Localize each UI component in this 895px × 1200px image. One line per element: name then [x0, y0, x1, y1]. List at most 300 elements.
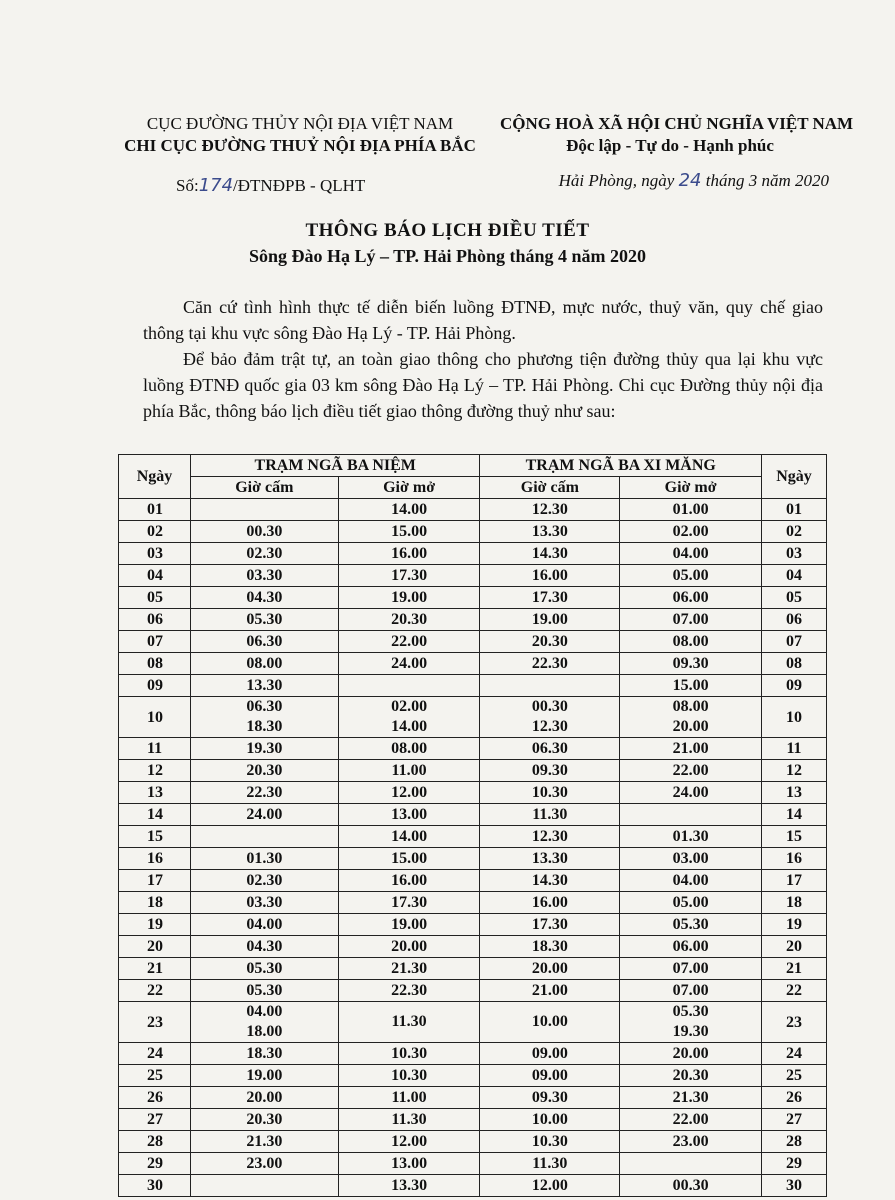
table-row — [119, 587, 827, 609]
time-value: 20.00 — [531, 959, 568, 977]
time-value: 24.00 — [391, 654, 428, 672]
number-prefix: Số: — [176, 176, 199, 195]
ximang-closed-cell — [480, 870, 620, 892]
time-value: 13.30 — [531, 522, 568, 540]
time-value: 20.00 — [246, 1088, 283, 1106]
time-value: 11.00 — [391, 761, 427, 779]
table-row — [119, 914, 827, 936]
header-closed-ximang: Giờ cấm — [480, 477, 620, 499]
niem-open-cell — [338, 892, 480, 914]
time-value: 05.00 — [672, 566, 709, 584]
date-prefix: Hải Phòng, ngày — [558, 171, 675, 190]
day-cell: 30 — [119, 1175, 191, 1197]
table-row — [119, 1131, 827, 1153]
niem-open-cell — [338, 587, 480, 609]
day-cell: 16 — [119, 848, 191, 870]
ximang-open-cell — [620, 958, 762, 980]
time-value: 21.30 — [672, 1088, 709, 1106]
day-cell-right: 26 — [762, 1087, 827, 1109]
time-value: 17.30 — [391, 566, 428, 584]
time-value: 16.00 — [531, 893, 568, 911]
table-row — [119, 543, 827, 565]
time-value: 20.30 — [531, 632, 568, 650]
header-station-ximang: TRẠM NGÃ BA XI MĂNG — [480, 455, 762, 477]
day-cell: 09 — [119, 675, 191, 697]
ximang-open-cell — [620, 1065, 762, 1087]
ximang-closed-cell — [480, 543, 620, 565]
time-value: 13.30 — [531, 849, 568, 867]
day-cell-right: 27 — [762, 1109, 827, 1131]
niem-open-cell — [338, 848, 480, 870]
header-closed-niem: Giờ cấm — [190, 477, 338, 499]
paragraph-basis: Căn cứ tình hình thực tế diễn biến luồng ĐTNĐ, mực nước, thuỷ văn, quy chế giao thông tại khu vực sông Đào Hạ Lý - TP. Hải Phòng. — [143, 297, 823, 343]
niem-closed-cell — [190, 1175, 338, 1197]
niem-open-cell — [338, 1087, 480, 1109]
time-value: 13.30 — [246, 676, 283, 694]
niem-closed-cell — [190, 587, 338, 609]
time-value: 19.30 — [246, 739, 283, 757]
day-cell-right: 23 — [762, 1002, 827, 1043]
ximang-open-cell — [620, 870, 762, 892]
ximang-open-cell — [620, 980, 762, 1002]
niem-closed-cell — [190, 1131, 338, 1153]
time-value: 05.30 — [246, 959, 283, 977]
day-cell-right: 20 — [762, 936, 827, 958]
schedule-table — [118, 454, 827, 1197]
niem-open-cell — [338, 1002, 480, 1043]
niem-closed-cell — [190, 738, 338, 760]
day-cell-right: 01 — [762, 499, 827, 521]
day-cell: 18 — [119, 892, 191, 914]
time-value: 18.30 — [531, 937, 568, 955]
time-value: 20.30 — [672, 1066, 709, 1084]
day-cell-right: 13 — [762, 782, 827, 804]
ximang-closed-cell — [480, 1131, 620, 1153]
time-value: 07.00 — [672, 981, 709, 999]
ximang-open-cell — [620, 826, 762, 848]
time-value: 19.00 — [391, 915, 428, 933]
day-cell-right: 12 — [762, 760, 827, 782]
time-value: 14.30 — [531, 544, 568, 562]
time-value: 09.00 — [531, 1066, 568, 1084]
time-value: 03.30 — [246, 893, 283, 911]
time-value: 10.30 — [391, 1044, 428, 1062]
ximang-closed-cell — [480, 1065, 620, 1087]
day-cell: 19 — [119, 914, 191, 936]
notice-title: THÔNG BÁO LỊCH ĐIỀU TIẾT — [305, 220, 590, 241]
time-value: 08.00 — [391, 739, 428, 757]
time-value: 19.00 — [246, 1066, 283, 1084]
time-value: 08.00 — [672, 698, 709, 715]
niem-closed-cell — [190, 848, 338, 870]
day-cell-right: 18 — [762, 892, 827, 914]
time-value: 20.00 — [672, 1044, 709, 1062]
ximang-open-cell — [620, 738, 762, 760]
niem-closed-cell — [190, 826, 338, 848]
niem-open-cell — [338, 782, 480, 804]
time-value: 02.00 — [672, 522, 709, 540]
table-row — [119, 521, 827, 543]
day-cell: 28 — [119, 1131, 191, 1153]
time-value: 18.30 — [246, 1044, 283, 1062]
day-cell-right: 29 — [762, 1153, 827, 1175]
table-row — [119, 870, 827, 892]
time-value: 15.00 — [672, 676, 709, 694]
time-value: 10.30 — [391, 1066, 428, 1084]
table-row — [119, 565, 827, 587]
ximang-open-cell — [620, 521, 762, 543]
ximang-open-cell — [620, 631, 762, 653]
niem-open-cell — [338, 697, 480, 738]
time-value: 01.30 — [672, 827, 709, 845]
table-row — [119, 1002, 827, 1043]
ximang-closed-cell — [480, 653, 620, 675]
niem-open-cell — [338, 675, 480, 697]
ximang-open-cell — [620, 609, 762, 631]
time-value: 11.30 — [391, 1013, 427, 1030]
time-value: 12.30 — [531, 500, 568, 518]
niem-open-cell — [338, 914, 480, 936]
table-row — [119, 848, 827, 870]
time-value: 22.30 — [246, 783, 283, 801]
time-value: 13.00 — [391, 805, 428, 823]
agency-parent: CỤC ĐƯỜNG THỦY NỘI ĐỊA VIỆT NAM — [146, 114, 454, 133]
time-value: 16.00 — [391, 871, 428, 889]
ximang-open-cell — [620, 1043, 762, 1065]
day-cell-right: 05 — [762, 587, 827, 609]
ximang-open-cell — [620, 804, 762, 826]
time-value: 10.30 — [531, 1132, 568, 1150]
niem-closed-cell — [190, 980, 338, 1002]
day-cell-right: 16 — [762, 848, 827, 870]
time-value: 04.30 — [246, 588, 283, 606]
national-heading — [500, 113, 854, 157]
ximang-closed-cell — [480, 1043, 620, 1065]
niem-open-cell — [338, 521, 480, 543]
time-value: 19.00 — [531, 610, 568, 628]
time-value: 21.30 — [391, 959, 428, 977]
notice-subtitle: Sông Đào Hạ Lý – TP. Hải Phòng tháng 4 năm 2020 — [248, 246, 647, 266]
time-value: 06.00 — [672, 588, 709, 606]
time-value: 06.30 — [531, 739, 568, 757]
date-suffix: tháng 3 năm 2020 — [705, 171, 829, 190]
niem-open-cell — [338, 870, 480, 892]
time-value: 22.00 — [391, 632, 428, 650]
table-row — [119, 804, 827, 826]
day-cell: 24 — [119, 1043, 191, 1065]
ximang-closed-cell — [480, 826, 620, 848]
time-value: 19.00 — [391, 588, 428, 606]
table-row — [119, 1109, 827, 1131]
niem-closed-cell — [190, 1153, 338, 1175]
time-value: 04.30 — [246, 937, 283, 955]
ximang-closed-cell — [480, 565, 620, 587]
time-value: 09.30 — [672, 654, 709, 672]
ximang-open-cell — [620, 1175, 762, 1197]
time-value: 13.00 — [391, 1154, 428, 1172]
day-cell: 07 — [119, 631, 191, 653]
day-cell: 11 — [119, 738, 191, 760]
ximang-closed-cell — [480, 697, 620, 738]
day-cell-right: 28 — [762, 1131, 827, 1153]
number-suffix: /ĐTNĐPB - QLHT — [233, 176, 366, 195]
time-value: 06.30 — [246, 632, 283, 650]
ximang-closed-cell — [480, 1153, 620, 1175]
day-cell-right: 04 — [762, 565, 827, 587]
time-value: 00.30 — [672, 1176, 709, 1194]
time-value: 21.30 — [246, 1132, 283, 1150]
day-cell-right: 09 — [762, 675, 827, 697]
header-open-niem: Giờ mở — [338, 477, 480, 499]
day-cell: 23 — [119, 1002, 191, 1043]
time-value: 16.00 — [531, 566, 568, 584]
handwritten-day: 24 — [678, 170, 702, 191]
ximang-open-cell — [620, 587, 762, 609]
ximang-open-cell — [620, 760, 762, 782]
time-value: 01.00 — [672, 500, 709, 518]
time-value: 21.00 — [672, 739, 709, 757]
ximang-closed-cell — [480, 587, 620, 609]
niem-open-cell — [338, 760, 480, 782]
day-cell: 01 — [119, 499, 191, 521]
time-value: 08.00 — [246, 654, 283, 672]
day-cell: 25 — [119, 1065, 191, 1087]
niem-open-cell — [338, 631, 480, 653]
table-row — [119, 1043, 827, 1065]
niem-closed-cell — [190, 760, 338, 782]
niem-closed-cell — [190, 804, 338, 826]
time-value: 13.30 — [391, 1176, 428, 1194]
niem-closed-cell — [190, 521, 338, 543]
niem-closed-cell — [190, 870, 338, 892]
day-cell: 10 — [119, 697, 191, 738]
time-value: 24.00 — [246, 805, 283, 823]
day-cell-right: 30 — [762, 1175, 827, 1197]
header-day-right: Ngày — [762, 455, 827, 499]
time-value: 15.00 — [391, 849, 428, 867]
ximang-closed-cell — [480, 499, 620, 521]
niem-closed-cell — [190, 892, 338, 914]
ximang-closed-cell — [480, 980, 620, 1002]
ximang-open-cell — [620, 914, 762, 936]
table-row — [119, 1087, 827, 1109]
table-row — [119, 958, 827, 980]
ximang-closed-cell — [480, 1109, 620, 1131]
time-value: 05.30 — [246, 610, 283, 628]
header-day-left: Ngày — [119, 455, 191, 499]
day-cell: 17 — [119, 870, 191, 892]
time-value: 12.00 — [391, 1132, 428, 1150]
time-value: 17.30 — [391, 893, 428, 911]
time-value: 04.00 — [246, 1003, 283, 1020]
ximang-closed-cell — [480, 958, 620, 980]
table-row — [119, 609, 827, 631]
niem-closed-cell — [190, 675, 338, 697]
ximang-open-cell — [620, 782, 762, 804]
ximang-open-cell — [620, 848, 762, 870]
niem-closed-cell — [190, 543, 338, 565]
time-value: 05.00 — [672, 893, 709, 911]
time-value: 18.30 — [246, 718, 283, 735]
time-value: 14.00 — [391, 500, 428, 518]
time-value: 14.00 — [391, 718, 428, 735]
ximang-open-cell — [620, 1109, 762, 1131]
time-value: 11.30 — [532, 805, 568, 823]
time-value: 22.30 — [531, 654, 568, 672]
day-cell-right: 03 — [762, 543, 827, 565]
time-value: 05.30 — [672, 915, 709, 933]
niem-closed-cell — [190, 936, 338, 958]
day-cell: 02 — [119, 521, 191, 543]
time-value: 18.00 — [246, 1023, 283, 1040]
table-row — [119, 499, 827, 521]
ximang-closed-cell — [480, 609, 620, 631]
time-value: 04.00 — [672, 871, 709, 889]
day-cell: 29 — [119, 1153, 191, 1175]
document-number — [176, 175, 365, 196]
ximang-closed-cell — [480, 760, 620, 782]
time-value: 10.30 — [531, 783, 568, 801]
niem-open-cell — [338, 653, 480, 675]
time-value: 06.30 — [246, 698, 283, 715]
niem-open-cell — [338, 543, 480, 565]
day-cell: 14 — [119, 804, 191, 826]
time-value: 20.30 — [246, 1110, 283, 1128]
table-row — [119, 782, 827, 804]
niem-open-cell — [338, 1109, 480, 1131]
day-cell: 15 — [119, 826, 191, 848]
day-cell: 21 — [119, 958, 191, 980]
time-value: 02.30 — [246, 544, 283, 562]
day-cell-right: 14 — [762, 804, 827, 826]
country-name: CỘNG HOÀ XÃ HỘI CHỦ NGHĨA VIỆT NAM — [500, 114, 854, 133]
niem-closed-cell — [190, 782, 338, 804]
day-cell-right: 15 — [762, 826, 827, 848]
niem-open-cell — [338, 1043, 480, 1065]
ximang-closed-cell — [480, 782, 620, 804]
table-row — [119, 760, 827, 782]
ximang-open-cell — [620, 1002, 762, 1043]
table-row — [119, 697, 827, 738]
time-value: 01.30 — [246, 849, 283, 867]
ximang-closed-cell — [480, 521, 620, 543]
time-value: 09.00 — [531, 1044, 568, 1062]
day-cell-right: 24 — [762, 1043, 827, 1065]
time-value: 09.30 — [531, 1088, 568, 1106]
time-value: 12.00 — [391, 783, 428, 801]
ximang-closed-cell — [480, 1002, 620, 1043]
table-row — [119, 936, 827, 958]
time-value: 00.30 — [531, 698, 568, 715]
time-value: 16.00 — [391, 544, 428, 562]
time-value: 12.30 — [531, 827, 568, 845]
table-row — [119, 980, 827, 1002]
day-cell-right: 08 — [762, 653, 827, 675]
time-value: 22.00 — [672, 761, 709, 779]
time-value: 00.30 — [246, 522, 283, 540]
time-value: 09.30 — [531, 761, 568, 779]
agency-name: CHI CỤC ĐƯỜNG THUỶ NỘI ĐỊA PHÍA BẮC — [124, 136, 476, 155]
time-value: 10.00 — [531, 1110, 568, 1128]
time-value: 11.30 — [532, 1154, 568, 1172]
time-value: 21.00 — [531, 981, 568, 999]
niem-open-cell — [338, 1131, 480, 1153]
time-value: 20.30 — [391, 610, 428, 628]
niem-open-cell — [338, 980, 480, 1002]
ximang-closed-cell — [480, 892, 620, 914]
ximang-open-cell — [620, 543, 762, 565]
niem-closed-cell — [190, 1109, 338, 1131]
time-value: 23.00 — [246, 1154, 283, 1172]
day-cell-right: 10 — [762, 697, 827, 738]
day-cell: 27 — [119, 1109, 191, 1131]
day-cell: 13 — [119, 782, 191, 804]
time-value: 14.30 — [531, 871, 568, 889]
ximang-closed-cell — [480, 914, 620, 936]
time-value: 23.00 — [672, 1132, 709, 1150]
ximang-closed-cell — [480, 675, 620, 697]
table-row — [119, 892, 827, 914]
time-value: 20.30 — [246, 761, 283, 779]
ximang-open-cell — [620, 697, 762, 738]
time-value: 03.00 — [672, 849, 709, 867]
time-value: 10.00 — [531, 1013, 568, 1030]
time-value: 22.30 — [391, 981, 428, 999]
time-value: 22.00 — [672, 1110, 709, 1128]
time-value: 20.00 — [672, 718, 709, 735]
niem-closed-cell — [190, 697, 338, 738]
ximang-open-cell — [620, 565, 762, 587]
time-value: 07.00 — [672, 610, 709, 628]
time-value: 15.00 — [391, 522, 428, 540]
day-cell-right: 02 — [762, 521, 827, 543]
document-date — [559, 170, 829, 191]
day-cell: 26 — [119, 1087, 191, 1109]
ximang-open-cell — [620, 892, 762, 914]
niem-open-cell — [338, 958, 480, 980]
time-value: 04.00 — [672, 544, 709, 562]
motto: Độc lập - Tự do - Hạnh phúc — [566, 136, 774, 155]
niem-closed-cell — [190, 914, 338, 936]
ximang-closed-cell — [480, 738, 620, 760]
agency-block — [115, 113, 485, 157]
ximang-open-cell — [620, 653, 762, 675]
niem-open-cell — [338, 565, 480, 587]
day-cell-right: 21 — [762, 958, 827, 980]
day-cell: 06 — [119, 609, 191, 631]
time-value: 05.30 — [672, 1003, 709, 1020]
niem-closed-cell — [190, 1043, 338, 1065]
time-value: 04.00 — [246, 915, 283, 933]
day-cell: 05 — [119, 587, 191, 609]
time-value: 11.00 — [391, 1088, 427, 1106]
niem-open-cell — [338, 499, 480, 521]
table-row — [119, 826, 827, 848]
time-value: 19.30 — [672, 1023, 709, 1040]
niem-closed-cell — [190, 565, 338, 587]
time-value: 06.00 — [672, 937, 709, 955]
ximang-open-cell — [620, 499, 762, 521]
table-row — [119, 1065, 827, 1087]
table-row — [119, 1153, 827, 1175]
day-cell-right: 25 — [762, 1065, 827, 1087]
handwritten-number: 174 — [198, 175, 234, 196]
niem-open-cell — [338, 609, 480, 631]
day-cell-right: 06 — [762, 609, 827, 631]
niem-closed-cell — [190, 653, 338, 675]
day-cell-right: 07 — [762, 631, 827, 653]
niem-open-cell — [338, 936, 480, 958]
